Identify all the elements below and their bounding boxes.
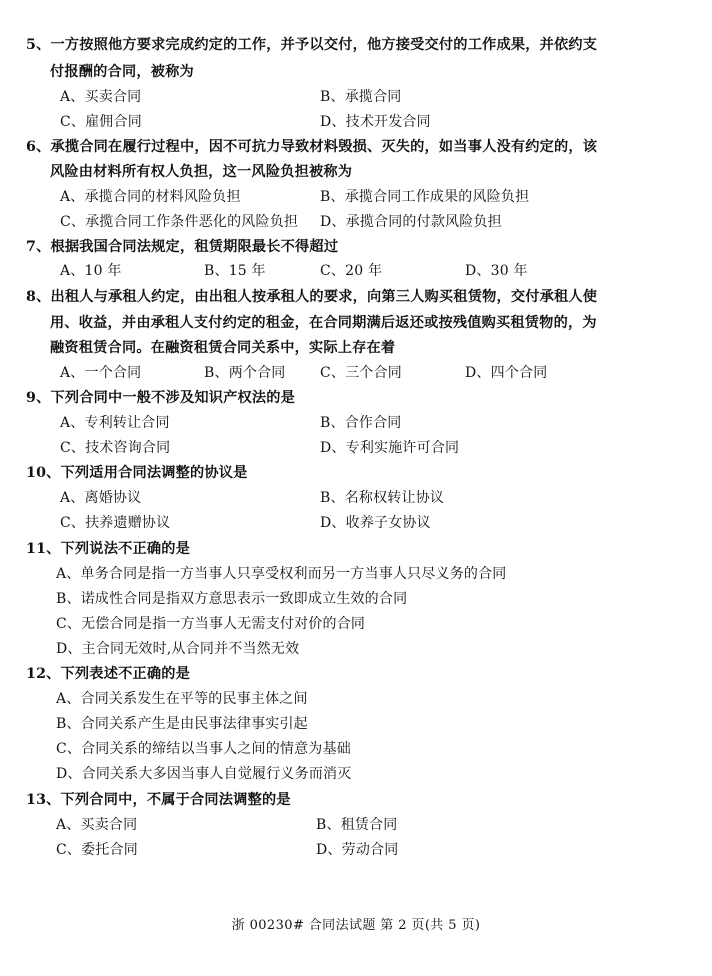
question-11-option-b: B、诺成性合同是指双方意思表示一致即成立生效的合同 bbox=[56, 591, 408, 607]
question-13-option-d: D、劳动合同 bbox=[316, 842, 399, 858]
question-5-option-b: B、承揽合同 bbox=[320, 89, 402, 105]
question-6-option-b: B、承揽合同工作成果的风险负担 bbox=[320, 189, 530, 205]
question-10-stem-line-1: 10、下列适用合同法调整的协议是 bbox=[26, 465, 248, 481]
question-11-option-c: C、无偿合同是指一方当事人无需支付对价的合同 bbox=[56, 616, 366, 632]
question-5-option-d: D、技术开发合同 bbox=[320, 114, 431, 130]
question-12-option-a: A、合同关系发生在平等的民事主体之间 bbox=[56, 691, 308, 707]
question-10-option-c: C、扶养遗赠协议 bbox=[60, 515, 171, 531]
question-9-option-a: A、专利转让合同 bbox=[60, 415, 170, 431]
question-11-option-a: A、单务合同是指一方当事人只享受权利而另一方当事人只尽义务的合同 bbox=[56, 566, 507, 582]
question-8-option-d: D、四个合同 bbox=[465, 365, 548, 381]
question-7-option-d: D、30 年 bbox=[465, 263, 528, 279]
question-11-stem-line-1: 11、下列说法不正确的是 bbox=[26, 541, 191, 557]
question-5-option-a: A、买卖合同 bbox=[60, 89, 142, 105]
question-7-option-b: B、15 年 bbox=[204, 263, 266, 279]
question-5-option-c: C、雇佣合同 bbox=[60, 114, 142, 130]
question-6-option-c: C、承揽合同工作条件恶化的风险负担 bbox=[60, 214, 299, 230]
page-footer: 浙 00230# 合同法试题 第 2 页(共 5 页) bbox=[231, 918, 481, 933]
question-6-option-d: D、承揽合同的付款风险负担 bbox=[320, 214, 502, 230]
question-13-option-a: A、买卖合同 bbox=[56, 817, 138, 833]
question-7-stem-line-1: 7、根据我国合同法规定，租赁期限最长不得超过 bbox=[26, 239, 339, 255]
question-8-option-a: A、一个合同 bbox=[60, 365, 142, 381]
question-9-option-c: C、技术咨询合同 bbox=[60, 440, 171, 456]
question-7-option-a: A、10 年 bbox=[60, 263, 122, 279]
question-9-stem-line-1: 9、下列合同中一般不涉及知识产权法的是 bbox=[26, 390, 296, 406]
question-5-stem-line-2: 付报酬的合同，被称为 bbox=[50, 64, 194, 80]
question-12-option-b: B、合同关系产生是由民事法律事实引起 bbox=[56, 716, 308, 732]
question-10-option-d: D、收养子女协议 bbox=[320, 515, 431, 531]
question-5-stem-line-1: 5、一方按照他方要求完成约定的工作，并予以交付，他方接受交付的工作成果，并依约支 bbox=[26, 37, 598, 53]
question-6-stem-line-1: 6、承揽合同在履行过程中，因不可抗力导致材料毁损、灭失的，如当事人没有约定的，该 bbox=[26, 139, 598, 155]
question-8-stem-line-1: 8、出租人与承租人约定，由出租人按承租人的要求，向第三人购买租赁物，交付承租人使 bbox=[26, 289, 598, 305]
question-10-option-a: A、离婚协议 bbox=[60, 490, 142, 506]
question-8-stem-line-3: 融资租赁合同。在融资租赁合同关系中，实际上存在着 bbox=[50, 340, 396, 356]
question-13-stem-line-1: 13、下列合同中，不属于合同法调整的是 bbox=[26, 792, 291, 808]
question-6-stem-line-2: 风险由材料所有权人负担，这一风险负担被称为 bbox=[50, 164, 353, 180]
question-11-option-d: D、主合同无效时,从合同并不当然无效 bbox=[56, 641, 300, 657]
question-12-option-d: D、合同关系大多因当事人自觉履行义务而消灭 bbox=[56, 766, 352, 782]
question-13-option-c: C、委托合同 bbox=[56, 842, 138, 858]
question-8-option-b: B、两个合同 bbox=[204, 365, 286, 381]
question-9-option-d: D、专利实施许可合同 bbox=[320, 440, 460, 456]
question-6-option-a: A、承揽合同的材料风险负担 bbox=[60, 189, 241, 205]
question-12-option-c: C、合同关系的缔结以当事人之间的情意为基础 bbox=[56, 741, 351, 757]
question-8-option-c: C、三个合同 bbox=[320, 365, 402, 381]
question-9-option-b: B、合作合同 bbox=[320, 415, 402, 431]
question-10-option-b: B、名称权转让协议 bbox=[320, 490, 445, 506]
question-8-stem-line-2: 用、收益，并由承租人支付约定的租金，在合同期满后返还或按残值购买租赁物的，为 bbox=[50, 315, 597, 331]
question-13-option-b: B、租赁合同 bbox=[316, 817, 398, 833]
question-7-option-c: C、20 年 bbox=[320, 263, 383, 279]
question-12-stem-line-1: 12、下列表述不正确的是 bbox=[26, 666, 191, 682]
